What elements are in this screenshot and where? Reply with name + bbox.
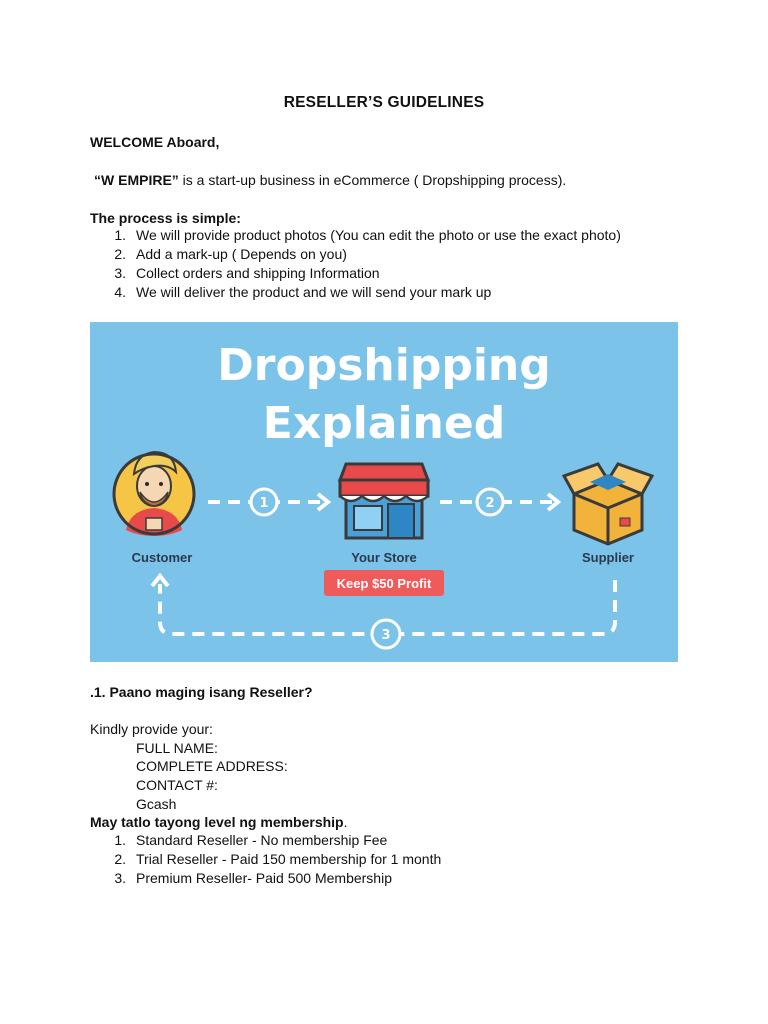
list-item [0,227,768,245]
banner-title-line2: Explained [262,398,506,449]
list-item [0,284,768,302]
list-number: 1. [114,227,126,243]
supplier-label: Supplier [581,550,635,565]
list-text: Add a mark-up ( Depends on you) [136,246,347,262]
list-item [0,246,768,264]
field-contact: CONTACT #: [136,777,218,793]
list-item [0,851,768,869]
list-number: 1. [114,832,126,848]
customer-icon [114,452,194,536]
profit-badge [324,570,444,596]
membership-heading-text: May tatlo tayong level ng membership [90,814,344,830]
list-text: Standard Reseller - No membership Fee [136,832,388,848]
list-text: Premium Reseller- Paid 500 Membership [136,870,392,886]
customer-label: Customer [131,550,193,565]
step-2-number: 2 [485,496,495,511]
field-full-name: FULL NAME: [136,740,218,756]
membership-levels-list [0,832,768,892]
provide-text: Kindly provide your: [90,721,213,737]
list-number: 2. [114,246,126,262]
field-gcash: Gcash [136,796,177,812]
process-steps-list [0,227,768,307]
membership-heading-period: . [343,814,348,830]
intro-paragraph [94,171,566,189]
supplier-box-icon [564,464,652,544]
document-title: RESELLER’S GUIDELINES [283,94,485,111]
list-number: 2. [114,851,126,867]
list-item [0,870,768,888]
section1-heading: .1. Paano maging isang Reseller? [90,684,313,700]
step-1-number: 1 [259,496,269,511]
store-label: Your Store [351,550,417,565]
field-complete-address: COMPLETE ADDRESS: [136,758,288,774]
profit-label: Keep $50 Profit [336,576,432,591]
list-number: 4. [114,284,126,300]
banner-title-line1: Dropshipping [217,340,551,391]
brand-name: “W EMPIRE” [94,172,179,188]
list-item [0,265,768,283]
membership-heading [90,813,348,831]
list-number: 3. [114,870,126,886]
list-text: Trial Reseller - Paid 150 membership for 1 month [136,851,442,867]
list-text: We will deliver the product and we will send your mark up [136,284,492,300]
step-3-number: 3 [381,628,391,643]
list-item [0,832,768,850]
welcome-heading: WELCOME Aboard, [90,134,220,150]
list-text: Collect orders and shipping Information [136,265,380,281]
dropshipping-banner [90,322,678,662]
banner-illustration [90,322,678,662]
list-number: 3. [114,265,126,281]
process-heading: The process is simple: [90,210,241,226]
store-icon [340,464,428,538]
list-text: We will provide product photos (You can edit the photo or use the exact photo) [136,227,621,243]
intro-text: is a start-up business in eCommerce ( Dropshipping process). [178,172,567,188]
